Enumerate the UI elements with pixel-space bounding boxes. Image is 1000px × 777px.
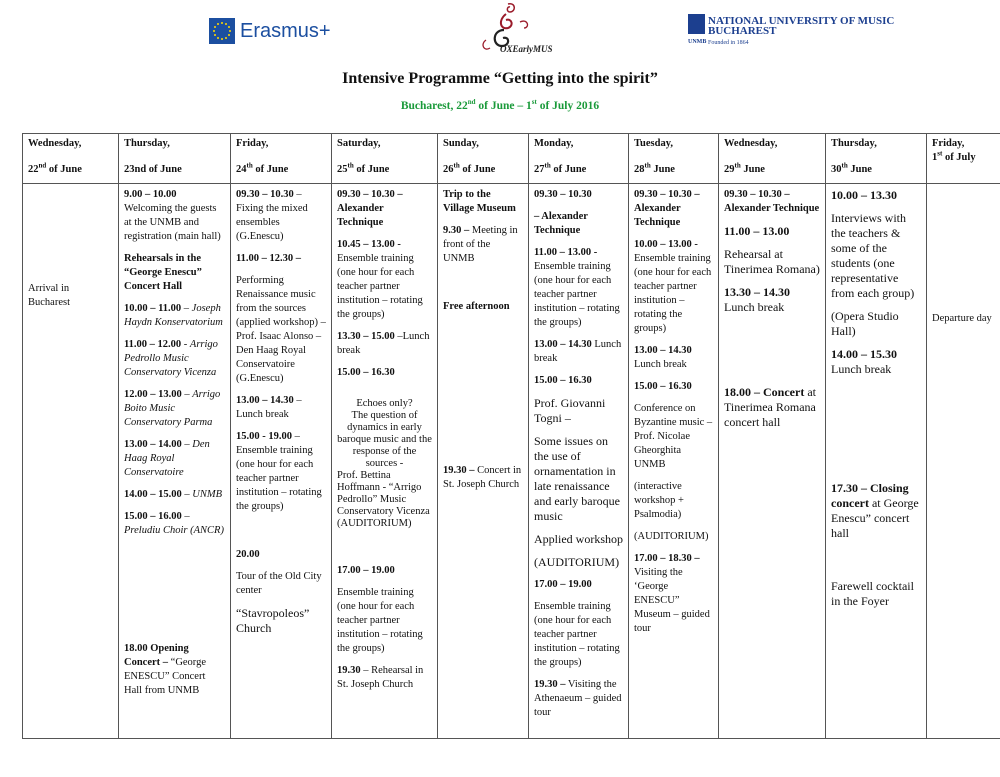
schedule-entry xyxy=(337,366,432,380)
day-schedule-cell xyxy=(719,184,826,739)
text-run: – xyxy=(181,303,192,314)
text-run: (AUDITORIUM) xyxy=(534,555,620,569)
text-run: Arrigo Pedrollo Music Conservatory Vicenza xyxy=(124,339,218,378)
text-run: 13.30 – 15.00 xyxy=(337,331,395,342)
text-run: 15.00 – 16.00 xyxy=(124,511,182,522)
text-run: Bucharest, 22 xyxy=(400,100,468,112)
text-run: Ensemble training (one hour for each teacher partner institution – rotating the groups) xyxy=(337,587,423,654)
text-run: Thursday, xyxy=(831,138,877,149)
unmb-abbr: UNMB xyxy=(688,39,707,45)
schedule-entry xyxy=(534,188,623,202)
page-subtitle xyxy=(0,100,1000,112)
text-run: – Ensemble training (one hour for each teacher partner institution – rotating the groups) xyxy=(236,431,322,512)
text-run: 14.00 – 15.30 xyxy=(831,347,897,361)
text-run: 11.00 – 12.00 xyxy=(124,339,182,350)
text-run: 17.30 – Closing concert xyxy=(831,481,909,510)
text-run: 25 xyxy=(337,164,348,175)
text-run: 10.00 – 13.30 xyxy=(831,188,897,202)
schedule-entry xyxy=(534,532,623,547)
text-run: 15.00 – 16.30 xyxy=(534,375,592,386)
text-run: June xyxy=(650,164,675,175)
day-header-line xyxy=(337,163,432,177)
text-run: Ensemble training (one hour for each teacher partner institution – rotating the groups) xyxy=(534,601,620,668)
text-run: of June xyxy=(46,164,82,175)
schedule-entry xyxy=(831,211,921,301)
text-run: Performing Renaissance music from the sources (applied workshop) – Prof. Isaac Alonso – Den Haag Royal Conservatoire (G.Enescu) xyxy=(236,275,326,384)
text-run: Monday, xyxy=(534,138,574,149)
text-run: - xyxy=(181,339,190,350)
text-run: 17.00 – 18.30 – xyxy=(634,553,700,564)
text-run: Farewell cocktail in the Foyer xyxy=(831,579,914,608)
text-run: (AUDITORIUM) xyxy=(634,531,709,542)
text-run: 19.30 xyxy=(337,665,361,676)
text-run: – Rehearsal in St. Joseph Church xyxy=(337,665,424,690)
emblem-text: OXEarlyMUS xyxy=(500,44,553,54)
text-run: 13.00 – 14.30 xyxy=(534,339,592,350)
text-run: st xyxy=(531,98,537,107)
text-run: of June xyxy=(252,164,289,175)
day-header-line xyxy=(831,163,921,177)
text-run: Ensemble training (one hour for each teacher partner institution – rotating the groups) xyxy=(337,253,423,320)
schedule-entry xyxy=(443,224,523,266)
text-run: Meeting in front of the UNMB xyxy=(443,225,518,264)
text-run: 15.00 – 16.30 xyxy=(337,367,395,378)
day-header-line xyxy=(124,137,225,151)
schedule-entry xyxy=(236,430,326,514)
text-run: 14.00 – 15.00 xyxy=(124,489,182,500)
text-run: 28 xyxy=(634,164,645,175)
day-header-line xyxy=(932,151,995,165)
day-header-line xyxy=(534,163,623,177)
schedule-entry xyxy=(124,642,225,698)
text-run: (Opera Studio Hall) xyxy=(831,309,899,338)
text-run: 20.00 xyxy=(236,549,260,560)
schedule-entry xyxy=(534,600,623,670)
text-run: 19.30 – xyxy=(534,679,566,690)
text-run: 09.30 – 10.30 – Alexander Technique xyxy=(724,189,820,214)
text-run: 29 xyxy=(724,164,735,175)
text-run: st xyxy=(937,149,943,158)
day-header-line xyxy=(28,137,113,151)
text-run: Ensemble training (one hour for each teacher partner institution – rotating the groups) xyxy=(534,261,620,328)
day-header xyxy=(119,134,231,184)
text-run: Visiting the Athenaeum – guided tour xyxy=(534,679,622,718)
schedule-entry xyxy=(124,438,225,480)
day-header xyxy=(629,134,719,184)
schedule-entry xyxy=(534,434,623,524)
text-run: Lunch break xyxy=(724,300,785,314)
unmb-city: BUCHAREST xyxy=(708,25,777,37)
text-run: 9.00 – 10.00 xyxy=(124,189,177,200)
text-run: Sunday, xyxy=(443,138,479,149)
text-run: Joseph Haydn Konservatorium xyxy=(124,303,223,328)
day-schedule-cell xyxy=(826,184,927,739)
day-schedule-cell xyxy=(332,184,438,739)
text-run: Free afternoon xyxy=(443,301,510,312)
text-run: – xyxy=(181,389,193,400)
day-header-line xyxy=(443,163,523,177)
text-run: – xyxy=(181,511,190,522)
text-run: 27 xyxy=(534,164,545,175)
schedule-entry xyxy=(831,579,921,609)
schedule-entry xyxy=(236,606,326,636)
schedule-entry xyxy=(236,252,326,266)
eu-flag-logo xyxy=(209,18,235,44)
text-run: Friday, xyxy=(236,138,269,149)
day-header-line xyxy=(724,137,820,151)
text-run: 12.00 – 13.00 xyxy=(124,389,182,400)
schedule-entry xyxy=(124,338,225,380)
schedule-entry xyxy=(724,247,820,277)
text-run: 13.00 – 14.00 xyxy=(124,439,182,450)
schedule-entry xyxy=(534,396,623,426)
text-run: th xyxy=(841,161,848,170)
text-run: 23nd of June xyxy=(124,164,182,175)
schedule-entry xyxy=(124,488,225,502)
schedule-entry xyxy=(236,274,326,386)
text-run: 30 xyxy=(831,164,842,175)
text-run: th xyxy=(544,161,551,170)
text-run: Trip to the Village Museum xyxy=(443,189,516,214)
text-run: Conference on Byzantine music – Prof. Nicolae Gheorghita UNMB xyxy=(634,403,713,470)
text-run: 13.00 – 14.30 xyxy=(634,345,692,356)
schedule-entry xyxy=(831,481,921,541)
text-run: th xyxy=(453,161,460,170)
schedule-entry xyxy=(236,548,326,562)
text-run: UNMB xyxy=(192,489,222,500)
schedule-entry xyxy=(634,188,713,230)
text-run: – xyxy=(181,439,193,450)
text-run: 09.30 – 10.30 xyxy=(236,189,294,200)
text-run: Tour of the Old City center xyxy=(236,571,322,596)
day-schedule-cell xyxy=(629,184,719,739)
text-run: of June – 1 xyxy=(475,100,532,112)
page-title: Intensive Programme “Getting into the spirit” xyxy=(342,70,658,87)
schedule-entry xyxy=(124,188,225,244)
schedule-entry xyxy=(534,555,623,570)
text-run: June xyxy=(847,164,872,175)
schedule-entry xyxy=(534,338,623,366)
text-run: – Alexander Technique xyxy=(534,211,588,236)
text-run: Lunch break xyxy=(534,339,622,364)
schedule-entry xyxy=(443,464,523,492)
text-run: Concert in St. Joseph Church xyxy=(443,465,522,490)
day-schedule-cell xyxy=(23,184,119,739)
day-header xyxy=(332,134,438,184)
text-run: 19.30 – xyxy=(443,465,475,476)
schedule-entry xyxy=(337,664,432,692)
text-run: Lunch break xyxy=(634,359,687,370)
text-run: 26 xyxy=(443,164,454,175)
header-row xyxy=(23,134,1000,184)
day-schedule-cell xyxy=(529,184,629,739)
text-run: 11.00 – 13.00 xyxy=(724,224,790,238)
text-run: 11.00 – 12.30 – xyxy=(236,253,302,264)
schedule-entry xyxy=(337,470,432,530)
schedule-entry xyxy=(724,385,820,430)
text-run: – Fixing the mixed ensembles (G.Enescu) xyxy=(236,189,308,242)
text-run: “George ENESCU” Concert Hall from UNMB xyxy=(124,657,207,696)
schedule-entry xyxy=(337,238,432,322)
text-run: th xyxy=(644,161,651,170)
text-run: Tuesday, xyxy=(634,138,674,149)
text-run: Lunch break xyxy=(831,362,892,376)
text-run: Preludiu Choir (ANCR) xyxy=(124,525,224,536)
schedule-entry xyxy=(634,402,713,472)
text-run: 17.00 – 19.00 xyxy=(337,565,395,576)
schedule-entry xyxy=(124,302,225,330)
text-run: Welcoming the guests at the UNMB and registration (main hall) xyxy=(124,203,221,242)
text-run: at George Enescu” concert hall xyxy=(831,496,919,540)
text-run: Saturday, xyxy=(337,138,381,149)
text-run: Interviews with the teachers & some of the students (one representative from each group) xyxy=(831,211,915,300)
text-run: 10.00 – 11.00 xyxy=(124,303,182,314)
text-run: of July 2016 xyxy=(536,100,600,112)
text-run: 22 xyxy=(28,164,39,175)
text-run: (interactive workshop + Psalmodia) xyxy=(634,481,684,520)
schedule-entry xyxy=(724,224,820,239)
day-header-line xyxy=(831,137,921,151)
day-header-line xyxy=(724,163,820,177)
schedule-entry xyxy=(337,586,432,656)
day-header-line xyxy=(28,163,113,177)
text-run: 11.00 – 13.00 - xyxy=(534,247,598,258)
schedule-entry xyxy=(534,678,623,720)
schedule-row xyxy=(23,184,1000,739)
text-run: Rehearsals in the “George Enescu” Concert Hall xyxy=(124,253,202,292)
text-run: – Lunch break xyxy=(236,395,302,420)
day-header xyxy=(719,134,826,184)
schedule-entry xyxy=(236,188,326,244)
text-run: of July xyxy=(942,152,976,163)
text-run: –Lunch break xyxy=(337,331,430,356)
schedule-entry xyxy=(634,530,713,544)
text-run: 13.30 – 14.30 xyxy=(724,285,790,299)
text-run: of June xyxy=(353,164,390,175)
text-run: 18.00 – Concert xyxy=(724,385,805,399)
text-run: “Stavropoleos” Church xyxy=(236,606,310,635)
text-run: 17.00 – 19.00 xyxy=(534,579,592,590)
text-run: 09.30 – 10.30 – Alexander Technique xyxy=(634,189,700,228)
schedule-entry xyxy=(534,374,623,388)
day-header xyxy=(23,134,119,184)
text-run: nd xyxy=(467,98,476,107)
schedule-entry xyxy=(443,300,523,314)
schedule-entry xyxy=(337,398,432,470)
schedule-entry xyxy=(831,188,921,203)
text-run: Wednesday, xyxy=(724,138,778,149)
text-run: 15.00 - 19.00 xyxy=(236,431,292,442)
schedule-entry xyxy=(236,394,326,422)
day-header-line xyxy=(634,163,713,177)
erasmus-logo: Erasmus+ xyxy=(240,20,331,42)
day-header xyxy=(826,134,927,184)
schedule-entry xyxy=(337,188,432,230)
text-run: Echoes only? The question of dynamics in early baroque music and the response of the sources - xyxy=(337,398,432,469)
schedule-entry xyxy=(634,552,713,636)
schedule-entry xyxy=(534,210,623,238)
text-run: 24 xyxy=(236,164,247,175)
text-run: 09.30 – 10.30 – Alexander Technique xyxy=(337,189,403,228)
text-run: nd xyxy=(38,161,47,170)
unmb-founded: Founded in 1864 xyxy=(708,40,749,46)
text-run: th xyxy=(246,161,253,170)
day-header-line xyxy=(534,137,623,151)
text-run: th xyxy=(734,161,741,170)
text-run: 09.30 – 10.30 xyxy=(534,189,592,200)
schedule-entry xyxy=(28,282,113,310)
schedule-entry xyxy=(337,330,432,358)
text-run: of June xyxy=(550,164,587,175)
text-run: Thursday, xyxy=(124,138,170,149)
text-run: 10.00 – 13.00 - xyxy=(634,239,698,250)
day-header-line xyxy=(443,137,523,151)
text-run: 9.30 – xyxy=(443,225,470,236)
text-run: th xyxy=(347,161,354,170)
day-header-line xyxy=(236,163,326,177)
text-run: 18.00 Opening Concert – xyxy=(124,643,189,668)
unmb-name: NATIONAL UNIVERSITY OF MUSIC xyxy=(708,15,895,27)
day-header xyxy=(529,134,629,184)
schedule-entry xyxy=(831,347,921,377)
text-run: Prof. Bettina Hoffmann - “Arrigo Pedrollo” Music Conservatory Vicenza (AUDITORIUM) xyxy=(337,470,430,529)
text-run: Applied workshop xyxy=(534,532,623,546)
text-run: Departure day xyxy=(932,313,992,324)
text-run: Arrigo Boito Music Conservatory Parma xyxy=(124,389,221,428)
text-run: Prof. Giovanni Togni – xyxy=(534,396,606,425)
text-run: Arrival in Bucharest xyxy=(28,283,70,308)
day-schedule-cell xyxy=(231,184,332,739)
schedule-entry xyxy=(124,388,225,430)
day-header xyxy=(438,134,529,184)
text-run: Rehearsal at Tinerimea Romana) xyxy=(724,247,820,276)
schedule-entry xyxy=(124,510,225,538)
day-schedule-cell xyxy=(119,184,231,739)
unmb-mark-icon xyxy=(688,14,705,34)
day-header-line xyxy=(337,137,432,151)
day-schedule-cell xyxy=(438,184,529,739)
schedule-entry xyxy=(831,309,921,339)
text-run: Den Haag Royal Conservatoire xyxy=(124,439,210,478)
day-header xyxy=(927,134,1000,184)
text-run: of June xyxy=(459,164,496,175)
day-header-line xyxy=(634,137,713,151)
schedule-entry xyxy=(337,564,432,578)
text-run: Some issues on the use of ornamentation in late renaissance and early baroque music xyxy=(534,434,620,523)
schedule-entry xyxy=(124,252,225,294)
text-run: 10.45 – 13.00 - xyxy=(337,239,401,250)
schedule-entry xyxy=(724,285,820,315)
text-run: June xyxy=(740,164,765,175)
schedule-entry xyxy=(932,312,995,326)
day-header xyxy=(231,134,332,184)
text-run: – xyxy=(181,489,193,500)
text-run: 15.00 – 16.30 xyxy=(634,381,692,392)
schedule-entry xyxy=(236,570,326,598)
schedule-entry xyxy=(534,578,623,592)
schedule-entry xyxy=(634,380,713,394)
schedule-entry xyxy=(534,246,623,330)
text-run: Ensemble training (one hour for each teacher partner institution – rotating the groups) xyxy=(634,253,712,334)
text-run: Wednesday, xyxy=(28,138,82,149)
schedule-entry xyxy=(724,188,820,216)
day-schedule-cell xyxy=(927,184,1000,739)
text-run: 1 xyxy=(932,152,938,163)
schedule-entry xyxy=(634,480,713,522)
text-run: Visiting the ‘George ENESCU” Museum – guided tour xyxy=(634,567,710,634)
schedule-entry xyxy=(634,238,713,336)
early-music-emblem-logo xyxy=(470,0,540,50)
text-run: at Tinerimea Romana concert hall xyxy=(724,385,816,429)
day-header-line xyxy=(124,163,225,177)
text-run: Friday, xyxy=(932,138,965,149)
text-run: 13.00 – 14.30 xyxy=(236,395,294,406)
schedule-table xyxy=(22,133,1000,739)
schedule-entry xyxy=(634,344,713,372)
day-header-line xyxy=(236,137,326,151)
schedule-entry xyxy=(443,188,523,216)
